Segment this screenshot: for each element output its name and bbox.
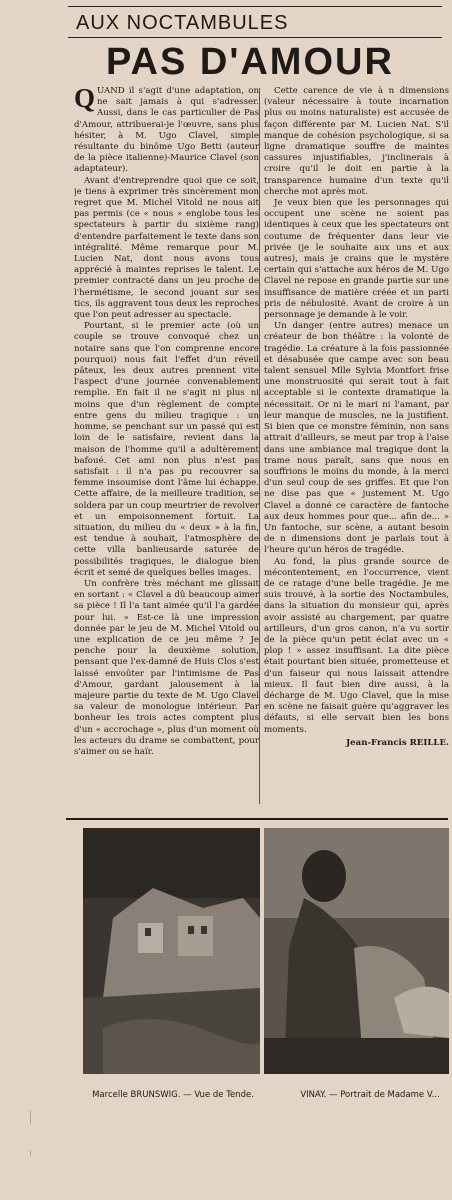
column-divider (259, 88, 260, 804)
header-top-rule (68, 6, 442, 7)
author-signature: Jean-Francis REILLE. (346, 737, 449, 748)
margin-mark (30, 1110, 31, 1124)
painting-portrait-of-madame (264, 828, 449, 1074)
margin-mark (30, 1150, 31, 1156)
drop-cap: Q (74, 86, 96, 113)
paragraph: Au fond, la plus grande source de mécontentement, en l'occurrence, vient de ce ratage d'une belle tragédie. Je me suis trouvé, à la sortie des Noctambules, dans la situation du monsieur qui, après avoir assisté au chargement, par quatre artilleurs, d'un gros canon, n'a vu sortir de la pièce qu'un petit éclat avec un « plop ! » assez insuffisant. La dite pièce était pourtant bien située, prometteuse et d'un faiseur qui nous laissait attendre mieux. Il faut bien dire aussi, à la décharge de M. Ugo Clavel, que la mise en scène ne faisait guère qu'aggraver les défauts, si elle servait bien les bons moments. (264, 556, 449, 735)
kicker-underline (68, 37, 442, 38)
paragraph: Un confrère très méchant me glissait en sortant : « Clavel a dû beaucoup aimer sa pièce ! Il l'a tant aimée qu'il l'a gardée pour lui. » Est-ce là une impression donnée par le jeu de M. Michel Vitold ou une explication de ce jeu même ? Je penche pour la deuxième solution, pensant que l'ex-damné de Huis Clos s'est laissé envoûter par l'intimisme de Pas d'Amour, gardant jalousement à la majeure partie du texte de M. Ugo Clavel sa valeur de monologue intérieur. Par bonheur les trois actes comptent plus d'un « accrochage », plus d'un moment où les acteurs du drame se combattent, pour s'aimer ou se haïr. (74, 578, 259, 757)
article-column-left (74, 86, 259, 798)
paragraph: Pourtant, si le premier acte (où un couple se trouve convoqué chez un notaire sans que l'on comprenne encore pourquoi) nous fait l'effet d'un réveil pâteux, les deux autres prennent vite l'aspect d'une journée convenablement remplie. En fait il ne s'agit ni plus ni moins que d'un règlement de compte entre gens du milieu tragique : un homme, se penchant sur un passé qui est loin de le satisfaire, revient dans la maison de l'homme qu'il a adultèrement bafoué. Cet ami non plus n'est pas satisfait : il n'a pas pu recouvrer sa femme insoumise dont l'âme lui échappe. Cette affaire, de la meilleure tradition, se soldera par un coup meurtrier de revolver et un empoisonnement fortuit. La situation, du milieu du « deux » à la fin, est tendue à souhait, l'atmosphère de cette villa banlieusarde saturée de possibilités tragiques, le dialogue bien écrit et semé de quelques belles images. (74, 321, 259, 578)
section-kicker: AUX NOCTAMBULES (76, 12, 289, 34)
painting-view-of-tende (83, 828, 260, 1074)
photo-section-rule (66, 818, 448, 820)
paragraph: Cette carence de vie à n dimensions (valeur nécessaire à toute incarnation plus ou moins naturaliste) est accusée de façon différente par M. Lucien Nat. S'il manque de cohésion psychologique, si sa ligne dramatique souffre de maintes cassures injustifiables, j'inclinerais à croire qu'il le doit en partie à la transparence humaine d'un texte qu'il cherche mot après mot. (264, 86, 449, 197)
photo-caption-left: Marcelle BRUNSWIG. — Vue de Tende. (92, 1090, 254, 1100)
photo-caption-right: VINAY. — Portrait de Madame V... (300, 1090, 440, 1100)
article-title: PAS D'AMOUR (106, 41, 394, 83)
paragraph: Avant d'entreprendre quoi que ce soit, je tiens à exprimer très sincèrement mon regret que M. Michel Vitold ne nous ait pas permis (ce « nous » englobe tous les spectateurs à partir du sixième rang) d'entendre parfaitement le texte dans son intégralité. Même remarque pour M. Lucien Nat, dont nous avons tous apprécié à maintes reprises le talent. Le premier contracté dans un jeu proche de l'hermétisme, le second jouant sur ses tics, ils aggravent tous deux les reproches que l'on peut adresser au spectacle. (74, 175, 259, 321)
paragraph-text: UAND il s'agit d'une adaptation, on ne sait jamais à qui s'adresser. Aussi, dans le cas particulier de Pas d'Amour, attribuerai-je l'œuvre, sans plus hésiter, à M. Ugo Clavel, simple résultante du binôme Ugo Betti (auteur de la pièce italienne)-Maurice Clavel (son adaptateur). (74, 86, 259, 175)
article-column-right (264, 86, 449, 798)
paragraph (74, 86, 259, 176)
paragraph: Je veux bien que les personnages qui occupent une scène ne soient pas identiques à ceux que les spectateurs ont coutume de fréquenter dans leur vie privée (je le souhaite aux uns et aux autres), mais je crains que le mystère certain qui s'attache aux héros de M. Ugo Clavel ne repose en grande partie sur une insuffisance de matière créée et un parti pris de nébulosité. Avant de croire à un personnage je demande à le voir. (264, 198, 449, 321)
paragraph: Un danger (entre autres) menace un créateur de bon théâtre : la volonté de tragédie. La créature à la fois passionnée et désabusée que campe avec son beau talent sensuel Mlle Sylvia Montfort frise une monstruosité qui serait tout à fait acceptable si le contexte dramatique la nécessitait. Or ni le mari ni l'amant, par leur manque de muscles, ne la justifient. Si bien que ce monstre féminin, non sans attrait d'ailleurs, se meut par trop à l'aise dans une ambiance mal tragique dont la trame nous paraît, sans que nous en souffrions le moins du monde, à la merci d'un seul coup de ses griffes. Et que l'on ne dise pas que « justement M. Ugo Clavel a donné ce caractère de fantoche aux deux hommes pour que... afin de... » Un fantoche, sur scène, a autant besoin de n dimensions dont je parlais tout à l'heure qu'un héros de tragédie. (264, 321, 449, 556)
